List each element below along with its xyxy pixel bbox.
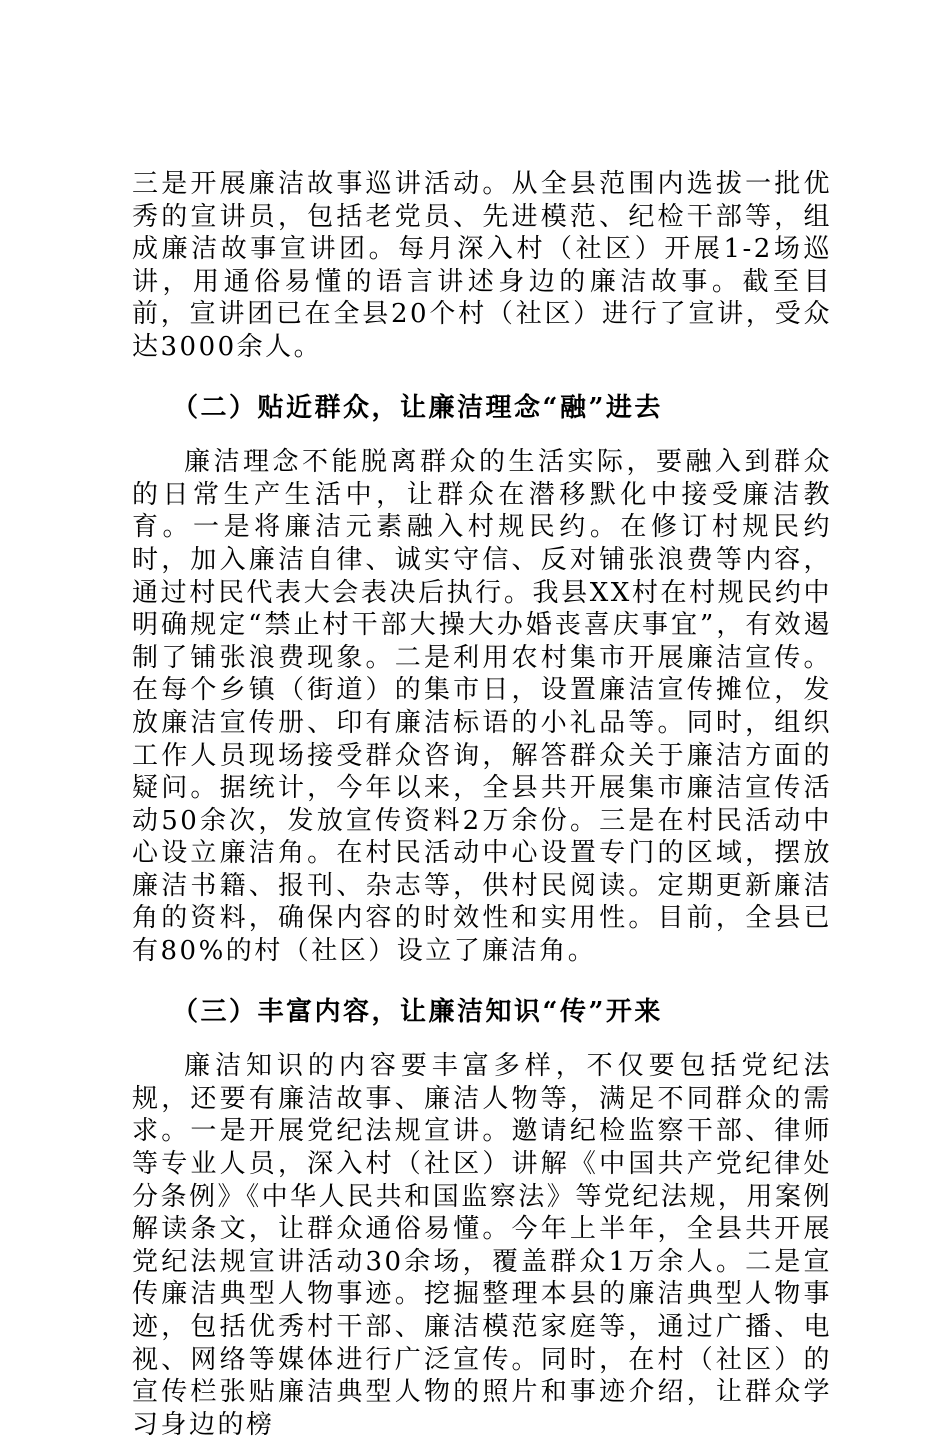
section-heading-2: （二）贴近群众，让廉洁理念“融”进去 [172, 392, 663, 423]
paragraph-storytelling: 三是开展廉洁故事巡讲活动。从全县范围内选拔一批优秀的宣讲员，包括老党员、先进模范、纪检干部等，组成廉洁故事宣讲团。每月深入村（社区）开展1-2场巡讲，用通俗易懂的语言讲述身边的廉洁故事。截至目前，宣讲团已在全县20个村（社区）进行了宣讲，受众达3000余人。 [132, 169, 832, 362]
paragraph-enrich-content: 廉洁知识的内容要丰富多样，不仅要包括党纪法规，还要有廉洁故事、廉洁人物等，满足不同群众的需求。一是开展党纪法规宣讲。邀请纪检监察干部、律师等专业人员，深入村（社区）讲解《中国共产党纪律处分条例》《中华人民共和国监察法》等党纪法规，用案例解读条文，让群众通俗易懂。今年上半年，全县共开展党纪法规宣讲活动30余场，覆盖群众1万余人。二是宣传廉洁典型人物事迹。挖掘整理本县的廉洁典型人物事迹，包括优秀村干部、廉洁模范家庭等，通过广播、电视、网络等媒体进行广泛宣传。同时，在村（社区）的宣传栏张贴廉洁典型人物的照片和事迹介绍，让群众学习身边的榜 [132, 1051, 832, 1440]
section-heading-3: （三）丰富内容，让廉洁知识“传”开来 [172, 996, 663, 1027]
paragraph-close-to-masses: 廉洁理念不能脱离群众的生活实际，要融入到群众的日常生产生活中，让群众在潜移默化中接受廉洁教育。一是将廉洁元素融入村规民约。在修订村规民约时，加入廉洁自律、诚实守信、反对铺张浪费等内容，通过村民代表大会表决后执行。我县XX村在村规民约中明确规定“禁止村干部大操大办婚丧喜庆事宜”，有效遏制了铺张浪费现象。二是利用农村集市开展廉洁宣传。在每个乡镇（街道）的集市日，设置廉洁宣传摊位，发放廉洁宣传册、印有廉洁标语的小礼品等。同时，组织工作人员现场接受群众咨询，解答群众关于廉洁方面的疑问。据统计，今年以来，全县共开展集市廉洁宣传活动50余次，发放宣传资料2万余份。三是在村民活动中心设立廉洁角。在村民活动中心设置专门的区域，摆放廉洁书籍、报刊、杂志等，供村民阅读。定期更新廉洁角的资料，确保内容的时效性和实用性。目前，全县已有80%的村（社区）设立了廉洁角。 [132, 447, 832, 967]
document-page [132, 168, 832, 1441]
